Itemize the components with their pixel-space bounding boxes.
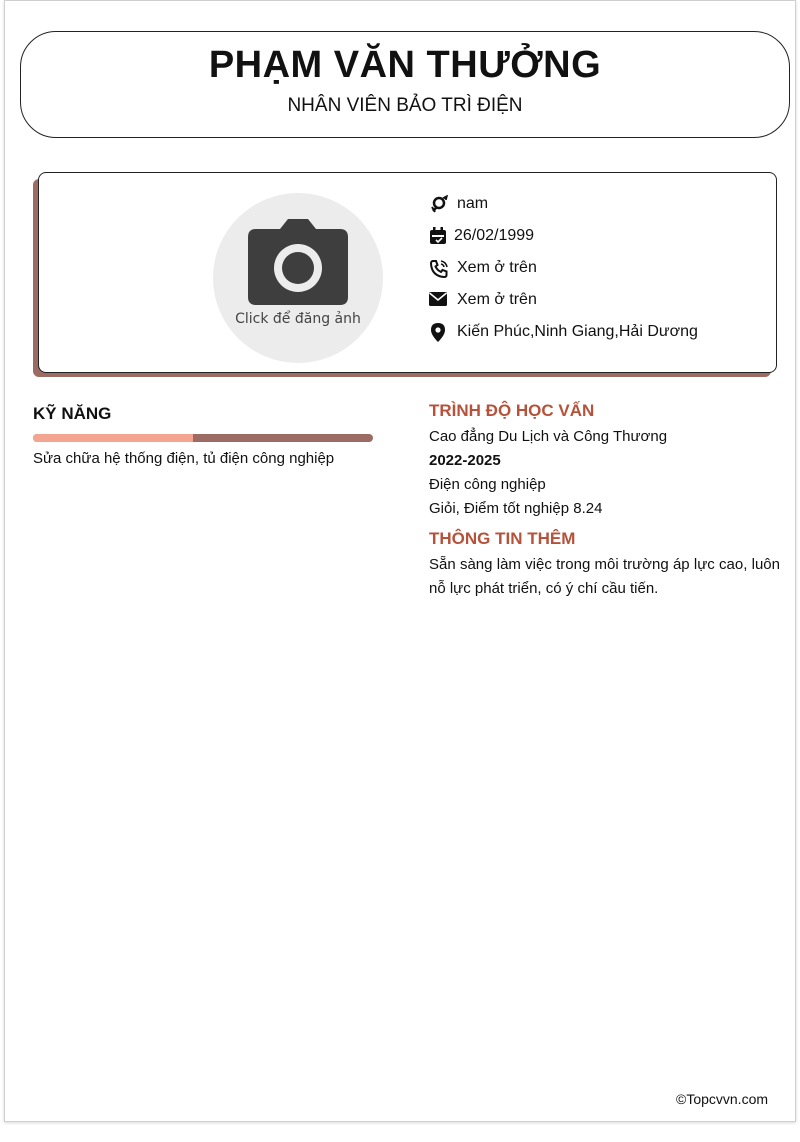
profile-card bbox=[38, 172, 777, 373]
education-grade: Giỏi, Điểm tốt nghiệp 8.24 bbox=[429, 500, 603, 517]
skills-text: Sửa chữa hệ thống điện, tủ điện công nghiệp bbox=[33, 450, 335, 467]
education-heading: TRÌNH ĐỘ HỌC VẤN bbox=[429, 401, 595, 420]
contact-birthday bbox=[429, 227, 698, 259]
camera-icon bbox=[246, 217, 350, 307]
education-school: Cao đẳng Du Lịch và Công Thương bbox=[429, 428, 668, 445]
contact-email bbox=[429, 291, 698, 323]
contact-address bbox=[429, 323, 698, 355]
phone-value: Xem ở trên bbox=[457, 259, 537, 276]
avatar-label: Click để đăng ảnh bbox=[235, 311, 361, 327]
email-icon bbox=[429, 291, 457, 307]
skill-level-fill bbox=[33, 434, 193, 442]
email-value: Xem ở trên bbox=[457, 291, 537, 308]
contact-list bbox=[429, 195, 698, 355]
education-major: Điện công nghiệp bbox=[429, 476, 546, 493]
skill-level-bar bbox=[33, 434, 373, 442]
gender-value: nam bbox=[457, 195, 489, 212]
address-value: Kiến Phúc,Ninh Giang,Hải Dương bbox=[457, 323, 698, 340]
cv-page bbox=[4, 0, 796, 1122]
education-years: 2022-2025 bbox=[429, 452, 501, 469]
gender-icon bbox=[429, 195, 457, 215]
extra-heading: THÔNG TIN THÊM bbox=[429, 529, 576, 548]
copyright: ©Topcvvn.com bbox=[676, 1091, 769, 1107]
job-title: NHÂN VIÊN BẢO TRÌ ĐIỆN bbox=[287, 95, 523, 116]
header-box bbox=[20, 31, 790, 138]
candidate-name: PHẠM VĂN THƯỞNG bbox=[208, 44, 602, 86]
phone-icon bbox=[429, 259, 457, 279]
right-column bbox=[429, 401, 780, 601]
skills-section bbox=[33, 404, 373, 467]
avatar-upload[interactable] bbox=[213, 193, 383, 363]
contact-gender bbox=[429, 195, 698, 227]
location-pin-icon bbox=[429, 323, 457, 343]
birthday-value: 26/02/1999 bbox=[454, 227, 535, 244]
contact-phone bbox=[429, 259, 698, 291]
skills-heading: KỸ NĂNG bbox=[33, 404, 112, 423]
extra-text: Sẵn sàng làm việc trong môi trường áp lực cao, luôn nỗ lực phát triển, có ý chí cầu tiến. bbox=[429, 556, 780, 597]
calendar-icon bbox=[429, 227, 454, 245]
